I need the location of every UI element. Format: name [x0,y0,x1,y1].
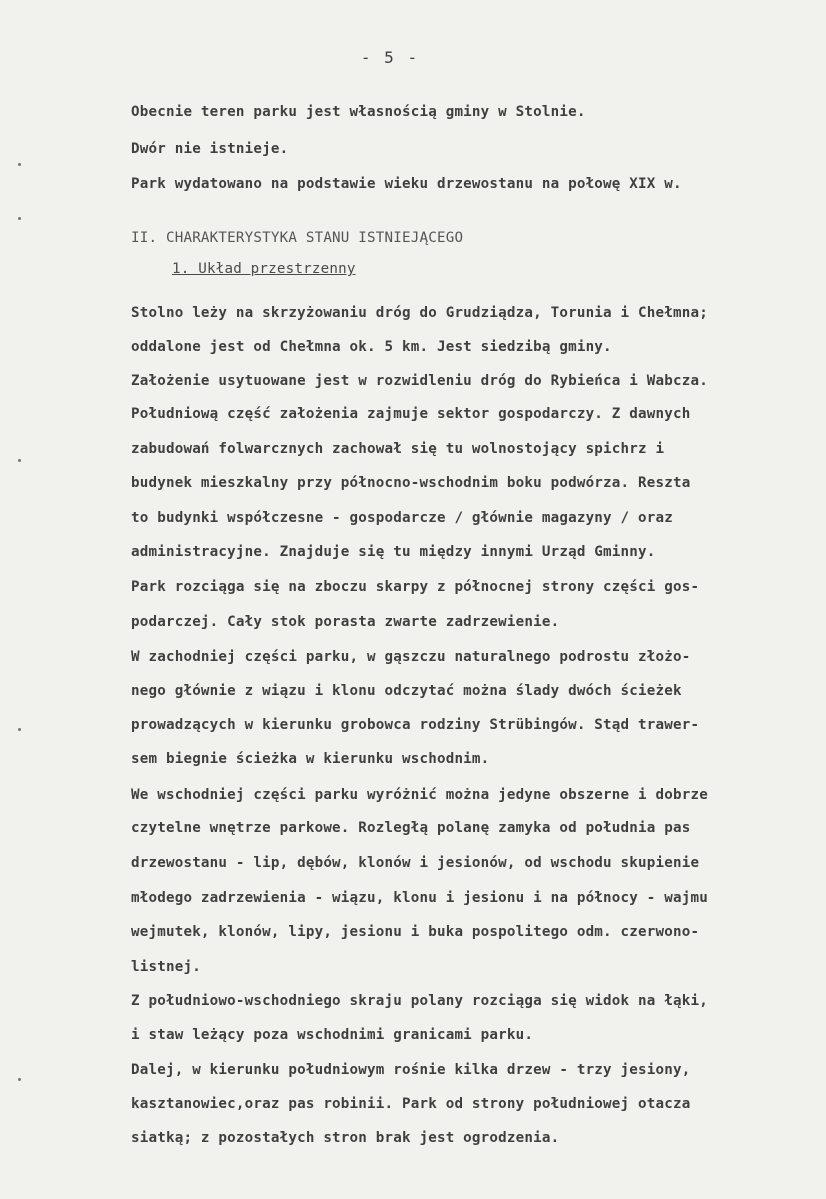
body-line: wejmutek, klonów, lipy, jesionu i buka pospolitego odm. czerwono- [131,924,700,940]
body-line: siatką; z pozostałych stron brak jest ogrodzenia. [131,1130,560,1146]
body-line: W zachodniej części parku, w gąszczu naturalnego podrostu złożo- [131,649,691,665]
body-line: We wschodniej części parku wyróżnić można jedyne obszerne i dobrze [131,787,708,803]
body-line: podarczej. Cały stok porasta zwarte zadrzewienie. [131,614,560,630]
margin-speck [18,1078,21,1081]
margin-speck [18,459,21,462]
body-line: Stolno leży na skrzyżowaniu dróg do Grudziądza, Torunia i Chełmna; [131,305,708,321]
body-line: drzewostanu - lip, dębów, klonów i jesionów, od wschodu skupienie [131,855,700,871]
body-line: nego głównie z wiązu i klonu odczytać można ślady dwóch ścieżek [131,683,682,699]
body-line: sem biegnie ścieżka w kierunku wschodnim. [131,751,490,767]
section-heading: II. CHARAKTERYSTYKA STANU ISTNIEJĄCEGO [131,230,464,246]
intro-line: Park wydatowano na podstawie wieku drzewostanu na połowę XIX w. [131,176,682,192]
margin-speck [18,728,21,731]
body-line: Południową część założenia zajmuje sektor gospodarczy. Z dawnych [131,406,691,422]
body-line: czytelne wnętrze parkowe. Rozległą polanę zamyka od południa pas [131,820,691,836]
body-line: listnej. [131,959,201,975]
body-line: Założenie usytuowane jest w rozwidleniu dróg do Rybieńca i Wabcza. [131,373,708,389]
intro-line: Dwór nie istnieje. [131,141,289,157]
intro-line: Obecnie teren parku jest własnością gminy w Stolnie. [131,104,586,120]
body-line: administracyjne. Znajduje się tu między innymi Urząd Gminny. [131,544,656,560]
body-line: to budynki współczesne - gospodarcze / głównie magazyny / oraz [131,510,673,526]
body-line: młodego zadrzewienia - wiązu, klonu i jesionu i na północy - wajmu [131,890,708,906]
body-line: budynek mieszkalny przy północno-wschodnim boku podwórza. Reszta [131,475,691,491]
margin-speck [18,163,21,166]
body-line: oddalone jest od Chełmna ok. 5 km. Jest siedzibą gminy. [131,339,612,355]
margin-speck [18,217,21,220]
body-line: prowadzących w kierunku grobowca rodziny Strübingów. Stąd trawer- [131,717,700,733]
body-line: Z południowo-wschodniego skraju polany rozciąga się widok na łąki, [131,993,708,1009]
body-line: kasztanowiec,oraz pas robinii. Park od strony południowej otacza [131,1096,691,1112]
page-number: - 5 - [360,48,420,67]
body-line: zabudowań folwarcznych zachował się tu wolnostojący spichrz i [131,441,665,457]
subsection-heading: 1. Układ przestrzenny [172,261,356,277]
body-line: Park rozciąga się na zboczu skarpy z północnej strony części gos- [131,579,700,595]
body-line: i staw leżący poza wschodnimi granicami parku. [131,1027,534,1043]
body-line: Dalej, w kierunku południowym rośnie kilka drzew - trzy jesiony, [131,1062,691,1078]
